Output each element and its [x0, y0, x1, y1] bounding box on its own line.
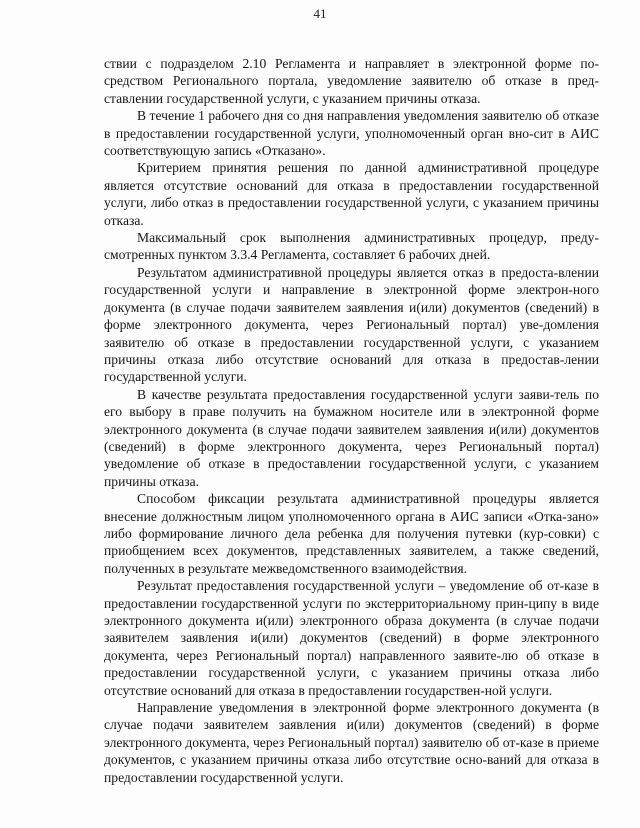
paragraph-5: Результатом административной процедуры является отказ в предоста-влении государственной услуги и направление в электронной форме электрон-ного документа (в случае подачи заявителем заявления и(или) документов (сведений) в форме электронного документа, через Региональный портал) уве-домления заявителю об отказе в предоставлении государственной услуги, с указанием причины отказа либо отсутствие оснований для отказа в предостав-лении государственной услуги.	[104, 264, 599, 385]
page-number: 41	[313, 6, 327, 21]
document-body	[104, 55, 599, 786]
paragraph-7: Способом фиксации результата административной процедуры является внесение должностным лицом уполномоченного органа в АИС записи «Отка-зано» либо формирование личного дела ребенка для получения путевки (кур-совки) с приобщением всех документов, представленных заявителем, а также сведений, полученных в результате межведомственного взаимодействия.	[104, 491, 599, 576]
paragraph-3: Критерием принятия решения по данной административной процедуре является отсутствие оснований для отказа в предоставлении государственной услуги, либо отказ в предоставлении государственной услуги, с указанием причины отказа.	[104, 160, 599, 228]
paragraph-8: Результат предоставления государственной услуги – уведомление об от-казе в предоставлении государственной услуги по экстерриториальному прин-ципу в виде электронного документа и(или) электронного образа документа (в случае подачи заявителем заявления и(или) документов (сведений) в форме электронного документа, через Региональный портал) направленного заявите-лю об отказе в предоставлении государственной услуги, с указанием причины отказа либо отсутствие оснований для отказа в предоставлении государствен-ной услуги.	[104, 578, 599, 698]
paragraph-1: ствии с подразделом 2.10 Регламента и направляет в электронной форме по-средством Регионального портала, уведомление заявителю об отказе в пред-ставлении государственной услуги, с указанием причины отказа.	[104, 56, 599, 106]
paragraph-4: Максимальный срок выполнения административных процедур, преду-смотренных пунктом 3.3.4 Регламента, составляет 6 рабочих дней.	[104, 230, 599, 263]
paragraph-2: В течение 1 рабочего дня со дня направления уведомления заявителю об отказе в предоставлении государственной услуги, уполномоченный орган вно-сит в АИС соответствующую запись «Отказано».	[104, 108, 599, 159]
paragraph-6: В качестве результата предоставления государственной услуги заяви-тель по его выбору в праве получить на бумажном носителе или в электронной форме электронного документа (в случае подачи заявителем заявления и(или) документов (сведений) в форме электронного документа, через Региональный портал) уведомление об отказе в предоставлении государственной услуги, с указанием причины отказа.	[104, 386, 599, 489]
paragraph-9: Направление уведомления в электронной форме электронного документа (в случае подачи заявителем заявления и(или) документов (сведений) в форме электронного документа, через Региональный портал) заявителю об от-казе в приеме документов, с указанием причины отказа либо отсутствие осно-ваний для отказа в предоставлении государственной услуги.	[104, 700, 599, 785]
